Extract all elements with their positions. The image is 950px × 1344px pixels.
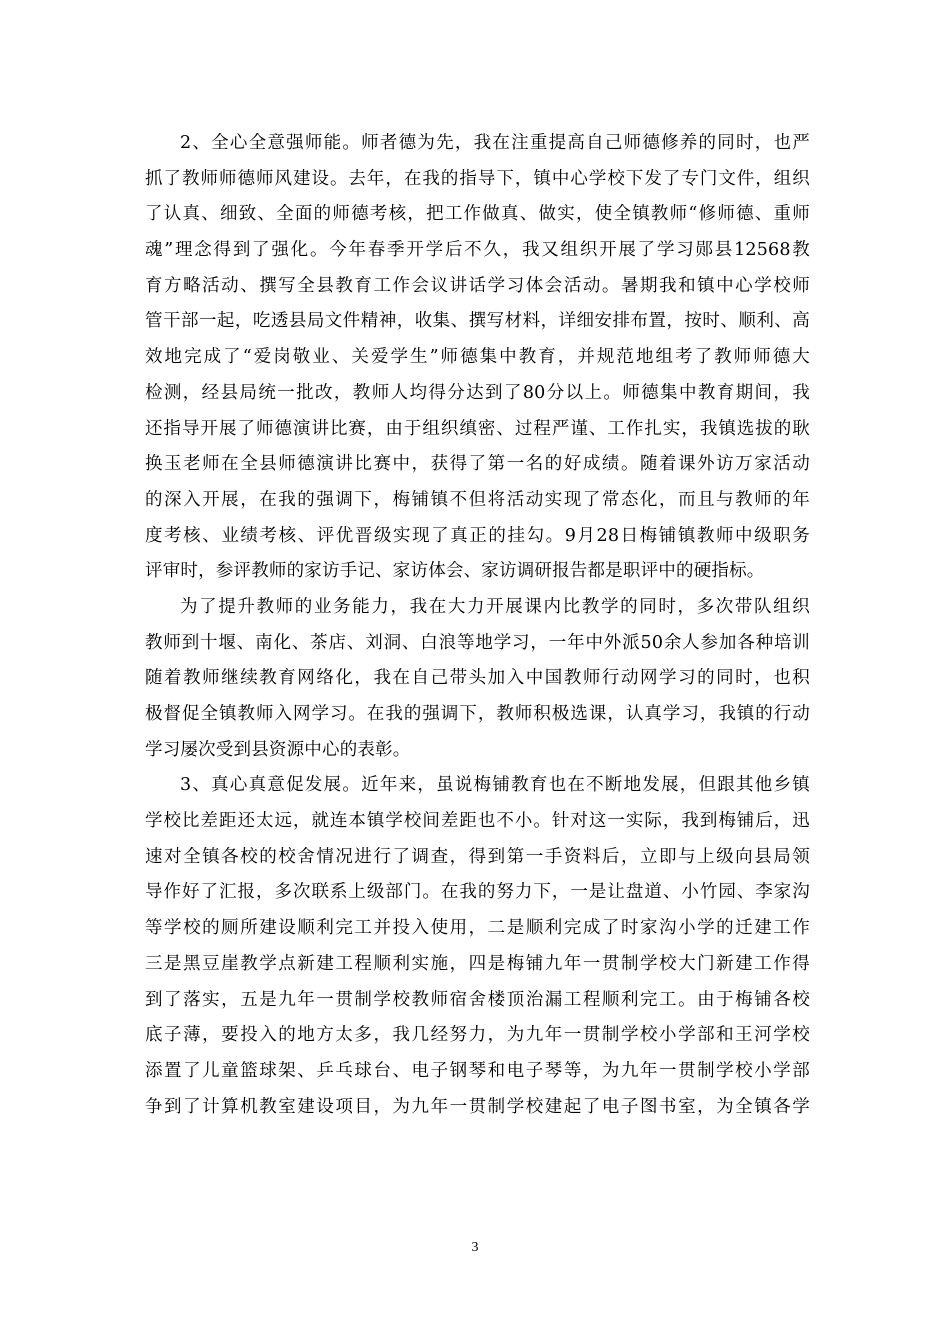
text-line: 添置了儿童篮球架、乒乓球台、电子钢琴和电子琴等，为九年一贯制学校小学部 xyxy=(145,1060,810,1081)
text-line: 度考核、业绩考核、评优晋级实现了真正的挂勾。9月28日梅铺镇教师中级职务 xyxy=(145,525,810,546)
text-line: 随着教师继续教育网络化，我在自己带头加入中国教师行动网学习的同时，也积 xyxy=(145,668,810,689)
text-line: 魂”理念得到了强化。今年春季开学后不久，我又组织开展了学习郧县12568教 xyxy=(145,240,810,261)
body-text xyxy=(145,126,810,1125)
text-line: 换玉老师在全县师德演讲比赛中，获得了第一名的好成绩。随着课外访万家活动 xyxy=(145,454,810,475)
text-line: 的深入开展，在我的强调下，梅铺镇不但将活动实现了常态化，而且与教师的年 xyxy=(145,489,810,510)
text-line: 速对全镇各校的校舍情况进行了调查，得到第一手资料后，立即与上级向县局领 xyxy=(145,846,810,867)
page-number: 3 xyxy=(471,1240,479,1255)
text-line: 为了提升教师的业务能力，我在大力开展课内比教学的同时，多次带队组织 xyxy=(180,596,810,617)
text-line: 三是黑豆崖教学点新建工程顺利实施，四是梅铺九年一贯制学校大门新建工作得 xyxy=(145,953,810,974)
text-line: 2、全心全意强师能。师者德为先，我在注重提高自己师德修养的同时，也严 xyxy=(180,133,810,153)
text-line: 到了落实，五是九年一贯制学校教师宿舍楼顶治漏工程顺利完工。由于梅铺各校 xyxy=(145,989,810,1010)
text-line: 争到了计算机教室建设项目，为九年一贯制学校建起了电子图书室，为全镇各学 xyxy=(145,1096,810,1117)
text-line: 评审时，参评教师的家访手记、家访体会、家访调研报告都是职评中的硬指标。 xyxy=(145,561,765,582)
text-line: 底子薄，要投入的地方太多，我几经努力，为九年一贯制学校小学部和王河学校 xyxy=(145,1025,810,1046)
text-line: 导作好了汇报，多次联系上级部门。在我的努力下，一是让盘道、小竹园、李家沟 xyxy=(145,882,810,903)
text-line: 抓了教师师德师风建设。去年，在我的指导下，镇中心学校下发了专门文件，组织 xyxy=(145,168,810,189)
text-line: 还指导开展了师德演讲比赛，由于组织缜密、过程严谨、工作扎实，我镇选拔的耿 xyxy=(145,418,810,439)
text-line: 了认真、细致、全面的师德考核，把工作做真、做实，使全镇教师“修师德、重师 xyxy=(145,204,810,225)
text-line: 学校比差距还太远，就连本镇学校间差距也不小。针对这一实际，我到梅铺后，迅 xyxy=(145,811,810,832)
text-line: 学习屡次受到县资源中心的表彰。 xyxy=(145,739,411,760)
text-line: 极督促全镇教师入网学习。在我的强调下，教师积极选课，认真学习，我镇的行动 xyxy=(145,704,810,724)
text-line: 3、真心真意促发展。近年来，虽说梅铺教育也在不断地发展，但跟其他乡镇 xyxy=(180,775,810,796)
text-line: 效地完成了“爱岗敬业、关爱学生”师德集中教育，并规范地组考了教师师德大 xyxy=(145,347,810,368)
text-line: 等学校的厕所建设顺利完工并投入使用，二是顺利完成了时家沟小学的迁建工作 xyxy=(145,918,810,939)
text-line: 育方略活动、撰写全县教育工作会议讲话学习体会活动。暑期我和镇中心学校师 xyxy=(145,275,810,296)
text-line: 管干部一起，吃透县局文件精神，收集、撰写材料，详细安排布置，按时、顺利、高 xyxy=(145,311,810,332)
text-line: 教师到十堰、南化、茶店、刘洞、白浪等地学习，一年中外派50余人参加各种培训 xyxy=(145,632,810,653)
text-line: 检测，经县局统一批改，教师人均得分达到了80分以上。师德集中教育期间，我 xyxy=(145,382,810,403)
